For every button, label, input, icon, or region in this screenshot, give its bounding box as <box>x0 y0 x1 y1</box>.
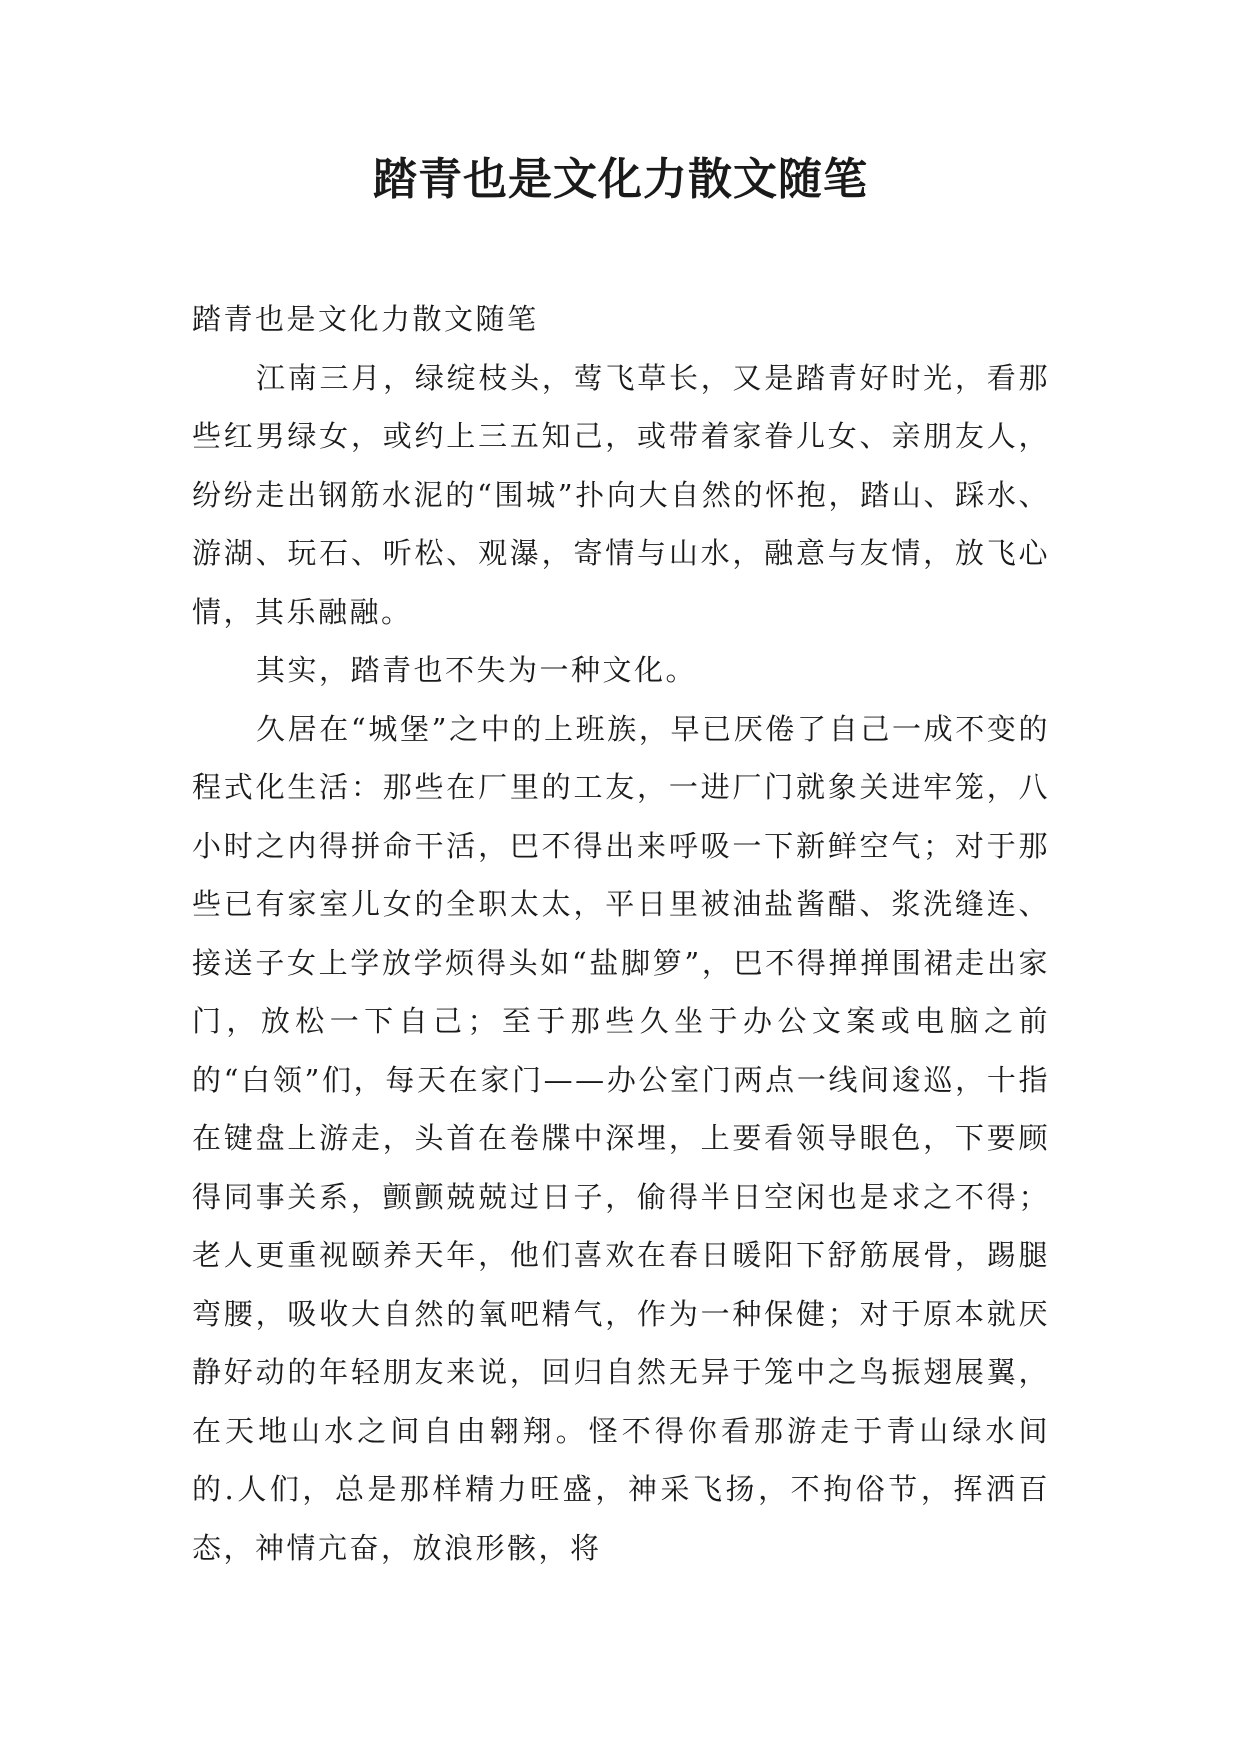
body-paragraph: 其实，踏青也不失为一种文化。 <box>256 653 698 687</box>
body-paragraph: 久居在“城堡”之中的上班族，早已厌倦了自己一成不变的程式化生活：那些在厂里的工友，一进厂门就象关进牢笼，八小时之内得拼命干活，巴不得出来呼吸一下新鲜空气；对于那些已有家室儿女的全职太太，平日里被油盐酱醋、浆洗缝连、接送子女上学放学烦得头如“盐脚箩”，巴不得掸掸围裙走出家门，放松一下自己；至于那些久坐于办公文案或电脑之前的“白领”们，每天在家门——办公室门两点一线间逡巡，十指在键盘上游走，头首在卷牒中深埋，上要看领导眼色，下要顾得同事关系，颤颤兢兢过日子，偷得半日空闲也是求之不得；老人更重视颐养天年，他们喜欢在春日暖阳下舒筋展骨，踢腿弯腰，吸收大自然的氧吧精气，作为一种保健；对于原本就厌静好动的年轻朋友来说，回归自然无异于笼中之鸟振翅展翼，在天地山水之间自由翱翔。怪不得你看那游走于青山绿水间的.人们，总是那样精力旺盛，神采飞扬，不拘俗节，挥洒百态，神情亢奋，放浪形骸，将 <box>192 711 1050 1565</box>
subtitle-paragraph: 踏青也是文化力散文随笔 <box>192 302 539 336</box>
body-paragraph: 江南三月，绿绽枝头，莺飞草长，又是踏青好时光，看那些红男绿女，或约上三五知己，或带着家眷儿女、亲朋友人，纷纷走出钢筋水泥的“围城”扑向大自然的怀抱，踏山、踩水、游湖、玩石、听松、观瀑，寄情与山水，融意与友情，放飞心情，其乐融融。 <box>192 360 1050 629</box>
document-body <box>192 290 1050 1577</box>
document-title: 踏青也是文化力散文随笔 <box>373 154 868 205</box>
